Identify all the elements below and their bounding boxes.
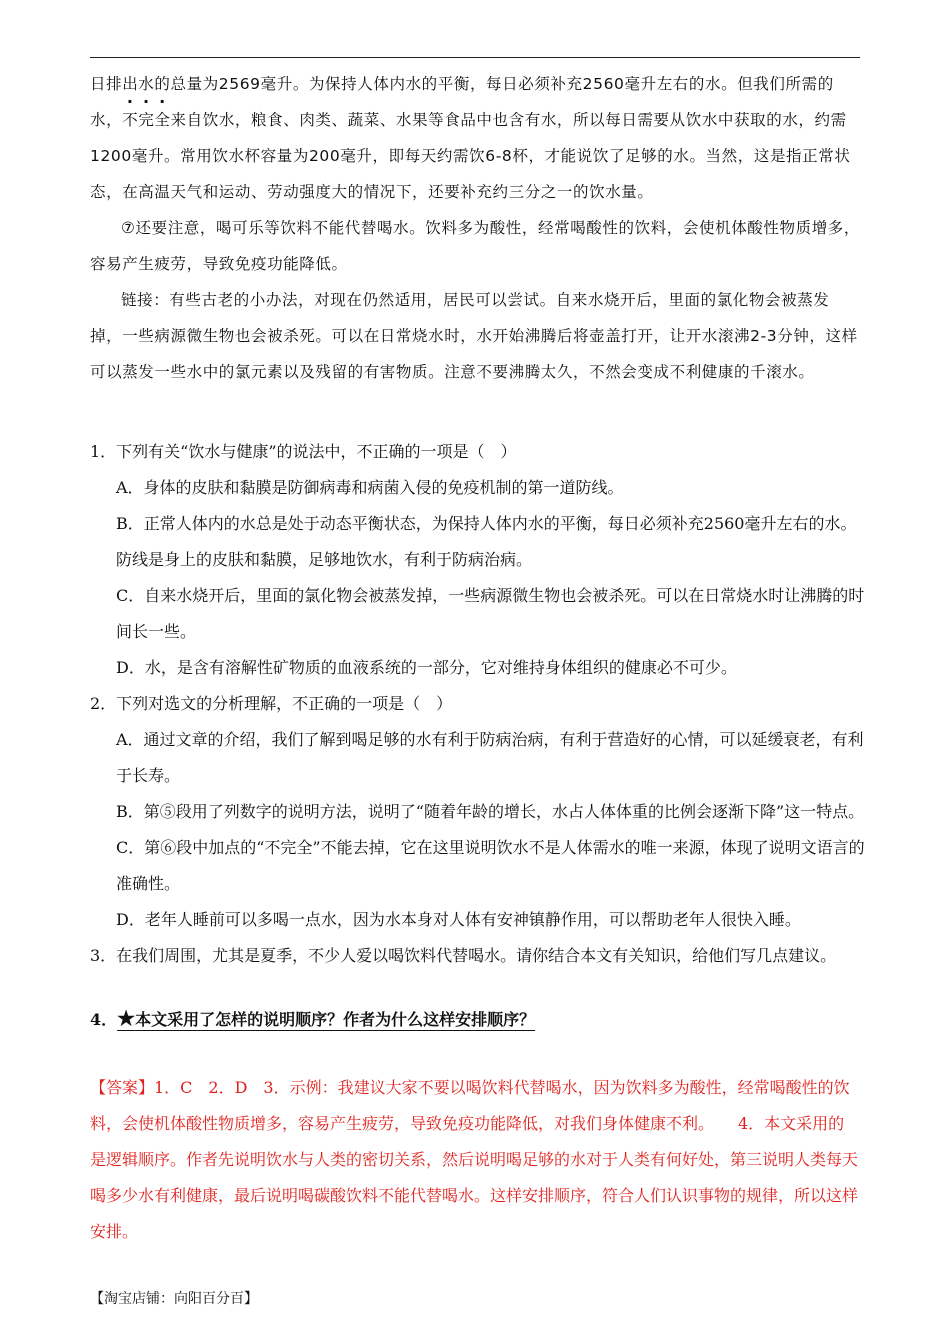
passage-link-paragraph: 链接：有些古老的小办法，对现在仍然适用，居民可以尝试。自来水烧开后，里面的氯化物会被蒸发掉，一些病源微生物也会被杀死。可以在日常烧水时，水开始沸腾后将壶盖打开，让开水滚沸2-3分钟，这样可以蒸发一些水中的氯元素以及残留的有害物质。注意不要沸腾太久，不然会变成不利健康的千滚水。: [90, 291, 858, 381]
question-2-option-a: A．通过文章的介绍，我们了解到喝足够的水有利于防病治病，有利于营造好的心情，可以延缓衰老，有利于长寿。: [116, 730, 864, 785]
question-2-option-c: C．第⑥段中加点的“不完全”不能去掉，它在这里说明饮水不是人体需水的唯一来源，体现了说明文语言的准确性。: [116, 838, 865, 893]
star-icon: ★: [117, 1006, 136, 1030]
reading-passage: [90, 66, 860, 390]
question-2-option-b: B．第⑤段用了列数字的说明方法，说明了“随着年龄的增长，水占人体体重的比例会逐渐下降”这一特点。: [116, 802, 865, 821]
question-1-option-d: D．水，是含有溶解性矿物质的血液系统的一部分，它对维持身体组织的健康必不可少。: [116, 658, 737, 677]
header-rule: [90, 57, 860, 58]
answer-text: 【答案】1．C 2．D 3．示例：我建议大家不要以喝饮料代替喝水，因为饮料多为酸性，经常喝酸性的饮料，会使机体酸性物质增多，容易产生疲劳，导致免疫功能降低，对我们身体健康不利。 4．本文采用的是逻辑顺序。作者先说明饮水与人类的密切关系，然后说明喝足够的水对于人类有何好处，第三说明人类每天喝多少水有利健康，最后说明喝碳酸饮料不能代替喝水。这样安排顺序，符合人们认识事物的规律，所以这样安排。: [90, 1078, 859, 1241]
question-list: [90, 434, 865, 1038]
dotted-char: 完: [138, 111, 155, 129]
question-2-option-d: D．老年人睡前可以多喝一点水，因为水本身对人体有安神镇静作用，可以帮助老年人很快入睡。: [116, 910, 801, 929]
question-4: 4．★本文采用了怎样的说明顺序？作者为什么这样安排顺序？: [90, 1006, 536, 1030]
dotted-char: 不: [122, 111, 139, 129]
answer-section: [90, 1070, 860, 1250]
passage-paragraph-7: ⑦还要注意，喝可乐等饮料不能代替喝水。饮料多为酸性，经常喝酸性的饮料，会使机体酸性物质增多，容易产生疲劳，导致免疫功能降低。: [90, 219, 860, 273]
shop-footer: 【淘宝店铺：向阳百分百】: [90, 1291, 258, 1307]
question-1-option-c: C．自来水烧开后，里面的氯化物会被蒸发掉，一些病源微生物也会被杀死。可以在日常烧水时让沸腾的时间长一些。: [116, 586, 865, 641]
question-1-option-a: A．身体的皮肤和黏膜是防御病毒和病菌入侵的免疫机制的第一道防线。: [116, 478, 624, 497]
question-2: 2．下列对选文的分析理解，不正确的一项是（ ）: [90, 694, 453, 713]
question-1-option-b: B．正常人体内的水总是处于动态平衡状态，为保持人体内水的平衡，每日必须补充2560毫升左右的水。防线是身上的皮肤和黏膜，足够地饮水，有利于防病治病。: [116, 514, 857, 569]
dotted-char: 全: [154, 111, 171, 129]
passage-paragraph-6: 日排出水的总量为2569毫升。为保持人体内水的平衡，每日必须补充2560毫升左右的水。但我们所需的水，不完全来自饮水，粮食、肉类、蔬菜、水果等食品中也含有水，所以每日需要从饮水中获取的水，约需1200毫升。常用饮水杯容量为200毫升，即每天约需饮6-8杯，才能说饮了足够的水。当然，这是指正常状态，在高温天气和运动、劳动强度大的情况下，还要补充约三分之一的饮水量。: [90, 75, 851, 201]
question-1: 1．下列有关“饮水与健康”的说法中，不正确的一项是（ ）: [90, 442, 517, 461]
question-3: 3．在我们周围，尤其是夏季，不少人爱以喝饮料代替喝水。请你结合本文有关知识，给他们写几点建议。: [90, 946, 837, 965]
